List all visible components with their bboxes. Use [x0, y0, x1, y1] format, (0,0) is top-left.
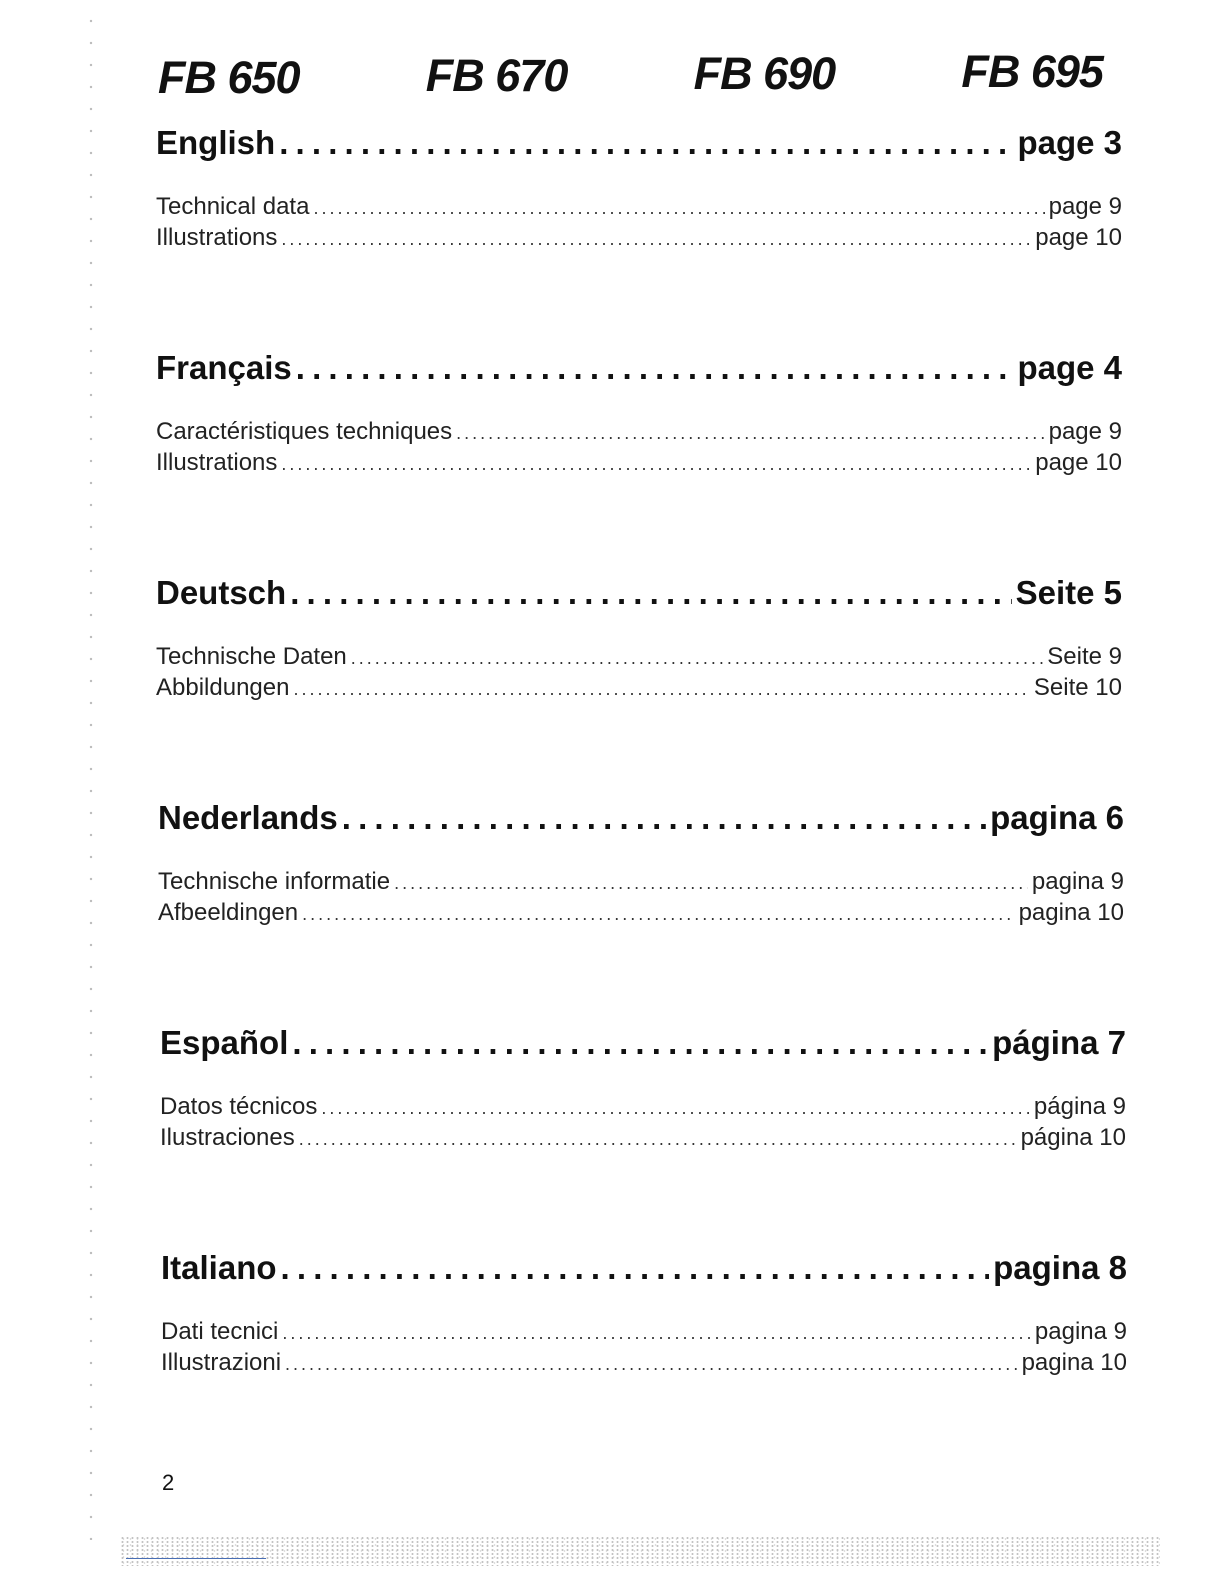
scan-artifact-line — [126, 1558, 266, 1559]
toc-entry-label: Datos técnicos — [160, 1093, 318, 1120]
toc-entry[interactable] — [161, 1349, 1127, 1380]
toc-entry-page: página 9 — [1033, 1093, 1126, 1120]
dot-leader — [290, 574, 1011, 612]
dot-leader — [292, 1024, 988, 1062]
toc-entry[interactable] — [156, 193, 1122, 224]
toc-heading-label: English — [156, 124, 276, 161]
toc-entry-page: Seite 10 — [1033, 674, 1122, 701]
toc-entry[interactable] — [158, 899, 1124, 930]
toc-entry-label: Technische Daten — [156, 643, 347, 670]
toc-heading-label: Italiano — [161, 1249, 277, 1286]
toc-entry-page: pagina 10 — [1021, 1349, 1127, 1376]
page-number: 2 — [162, 1470, 175, 1495]
toc-entry-page: pagina 9 — [1034, 1318, 1127, 1345]
toc-entry-label: Abbildungen — [156, 674, 290, 701]
toc-entry-page: page 9 — [1048, 418, 1122, 445]
toc-entry-page: Seite 9 — [1047, 643, 1122, 670]
dot-leader — [456, 423, 1044, 444]
dot-leader — [351, 648, 1044, 669]
toc-heading[interactable] — [156, 574, 1122, 618]
toc-entry-label: Dati tecnici — [161, 1318, 279, 1345]
toc-entry-label: Illustrations — [156, 224, 278, 251]
toc-heading-page: page 3 — [1017, 124, 1122, 161]
model-name: FB 650 — [158, 52, 300, 103]
toc-heading[interactable] — [160, 1024, 1126, 1068]
model-name: FB 670 — [425, 50, 568, 101]
toc-heading-page: Seite 5 — [1015, 574, 1122, 611]
toc-section-espanol — [160, 1024, 1126, 1155]
toc-heading[interactable] — [158, 799, 1124, 843]
dot-leader — [394, 873, 1028, 894]
model-name: FB 690 — [693, 48, 836, 99]
toc-entry-page: página 10 — [1020, 1124, 1126, 1151]
scan-artifact — [120, 1536, 1160, 1566]
toc-section-nederlands — [158, 799, 1124, 930]
toc-section-italiano — [161, 1249, 1127, 1380]
binder-hole-marks — [88, 10, 94, 1540]
toc-section-deutsch — [156, 574, 1122, 705]
dot-leader — [279, 124, 1013, 162]
toc-heading-label: Nederlands — [158, 799, 338, 836]
toc-section-english — [156, 124, 1122, 255]
toc-entry-page: page 10 — [1035, 224, 1122, 251]
toc-entry-label: Caractéristiques techniques — [156, 418, 453, 445]
toc-entry[interactable] — [156, 643, 1122, 674]
toc-entry[interactable] — [158, 868, 1124, 899]
dot-leader — [321, 1098, 1030, 1119]
toc-heading-page: página 7 — [992, 1024, 1126, 1061]
toc-entry[interactable] — [156, 224, 1122, 255]
toc-entry[interactable] — [156, 674, 1122, 705]
toc-entry[interactable] — [156, 418, 1122, 449]
toc-heading[interactable] — [156, 124, 1122, 168]
toc-section-francais — [156, 349, 1122, 480]
dot-leader — [281, 454, 1031, 475]
toc-heading[interactable] — [156, 349, 1122, 393]
dot-leader — [285, 1354, 1018, 1375]
dot-leader — [293, 679, 1029, 700]
toc-entry-page: page 10 — [1035, 449, 1122, 476]
model-header — [158, 44, 1103, 104]
toc-entry[interactable] — [161, 1318, 1127, 1349]
toc-entry[interactable] — [160, 1124, 1126, 1155]
toc-heading-page: page 4 — [1017, 349, 1122, 386]
toc-entry[interactable] — [156, 449, 1122, 480]
dot-leader — [281, 229, 1031, 250]
toc-entry[interactable] — [160, 1093, 1126, 1124]
toc-heading-label: Español — [160, 1024, 289, 1061]
toc-heading-page: pagina 6 — [990, 799, 1124, 836]
toc-entry-label: Illustrazioni — [161, 1349, 282, 1376]
toc-entry-label: Technische informatie — [158, 868, 391, 895]
dot-leader — [342, 799, 986, 837]
toc-heading[interactable] — [161, 1249, 1127, 1293]
dot-leader — [281, 1249, 990, 1287]
toc-entry-label: Ilustraciones — [160, 1124, 295, 1151]
toc-entry-label: Afbeeldingen — [158, 899, 299, 926]
toc-entry-page: page 9 — [1048, 193, 1122, 220]
dot-leader — [313, 198, 1044, 219]
toc-heading-page: pagina 8 — [993, 1249, 1127, 1286]
dot-leader — [296, 349, 1014, 387]
toc-entry-page: pagina 9 — [1031, 868, 1124, 895]
model-name: FB 695 — [961, 46, 1103, 97]
toc-entry-label: Illustrations — [156, 449, 278, 476]
toc-entry-page: pagina 10 — [1018, 899, 1124, 926]
toc-heading-label: Deutsch — [156, 574, 287, 611]
dot-leader — [299, 1129, 1017, 1150]
dot-leader — [302, 904, 1014, 925]
dot-leader — [282, 1323, 1031, 1344]
toc-entry-label: Technical data — [156, 193, 310, 220]
toc-heading-label: Français — [156, 349, 292, 386]
